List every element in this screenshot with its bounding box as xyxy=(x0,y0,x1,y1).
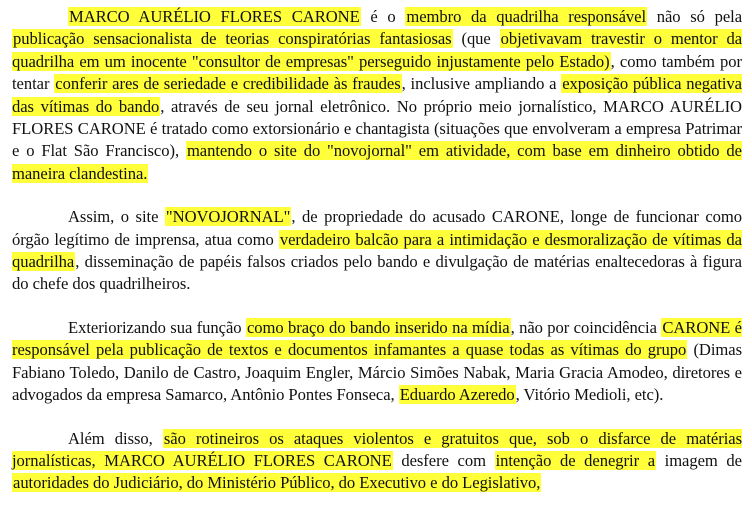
highlight-segment: verdadeiro balcão para a intimidação e desmoralização de vítimas da quadrilha xyxy=(12,229,742,272)
text-segment: , como também por tentar xyxy=(12,51,742,94)
paragraph-4 xyxy=(12,428,742,495)
text-segment: , através de seu jornal eletrônico. No próprio meio jornalístico, MARCO AURÉLIO FLORES CARONE é tratado como extorsionário e chantagista (situações que envolveram a empresa Patrimar e o Flat São Francisco), xyxy=(12,96,742,161)
highlight-segment: Eduardo Azeredo xyxy=(399,385,515,405)
text-segment: , Vitório Medioli, etc). xyxy=(515,385,664,405)
highlight-segment: objetivavam travestir o mentor da quadrilha em um inocente "consultor de empresas" perseguido injustamente pelo Estado) xyxy=(12,29,743,71)
paragraph-gap xyxy=(12,407,742,428)
text-segment: , não por coincidência xyxy=(510,317,662,337)
highlight-segment: conferir ares de seriedade e credibilidade às fraudes xyxy=(55,74,401,94)
text-segment: Assim, o site xyxy=(68,207,165,227)
text-segment: Além disso, xyxy=(68,428,163,448)
paragraph-3 xyxy=(12,317,742,407)
paragraph-gap xyxy=(12,185,742,206)
highlight-segment: autoridades do Judiciário, do Ministério Público, do Executivo e do Legislativo, xyxy=(13,473,541,493)
highlight-segment: exposição pública negativa das vítimas do bando xyxy=(12,74,742,116)
paragraph-gap xyxy=(12,296,742,317)
text-segment: desfere com xyxy=(392,450,495,470)
highlight-segment: MARCO AURÉLIO FLORES CARONE xyxy=(69,7,360,26)
highlight-segment: CARONE é responsável pela publicação de textos e documentos infamantes a quase todas as vítimas do grupo xyxy=(12,317,742,360)
text-segment: , inclusive ampliando a xyxy=(401,74,562,94)
highlight-segment: "NOVOJORNAL" xyxy=(165,207,291,227)
paragraph-2 xyxy=(12,206,742,296)
highlight-segment: como braço do bando inserido na mídia xyxy=(246,317,510,337)
highlight-segment: intenção de denegrir a xyxy=(495,450,656,470)
text-segment: (Dimas Fabiano Toledo, Danilo de Castro, Joaquim Engler, Márcio Simões Nabak, Maria Gracia Amodeo, diretores e advogados da empresa Samarco, Antônio Pontes Fonseca, xyxy=(12,340,743,405)
highlight-segment: publicação sensacionalista de teorias conspiratórias fantasiosas xyxy=(13,29,452,49)
text-segment: , disseminação de papéis falsos criados pelo bando e divulgação de matérias enaltecedoras à figura do chefe dos quadrilheiros. xyxy=(12,252,742,294)
text-segment: é o xyxy=(360,7,406,26)
highlight-segment: são rotineiros os ataques violentos e gratuitos que, sob o disfarce de matérias jornalísticas, MARCO AURÉLIO FLORES CARONE xyxy=(12,428,743,470)
text-segment: , de propriedade do acusado CARONE, longe de funcionar como órgão legítimo de imprensa, atua como xyxy=(12,207,742,249)
text-segment: não só pela xyxy=(647,7,743,26)
text-segment: (que xyxy=(452,29,500,49)
highlight-segment: mantendo o site do "novojornal" em atividade, com base em dinheiro obtido de maneira clandestina. xyxy=(12,141,742,183)
highlight-segment: membro da quadrilha responsável xyxy=(406,7,647,26)
paragraph-1 xyxy=(12,6,742,185)
text-segment: Exteriorizando sua função xyxy=(68,317,246,337)
text-segment: imagem de xyxy=(656,450,742,470)
